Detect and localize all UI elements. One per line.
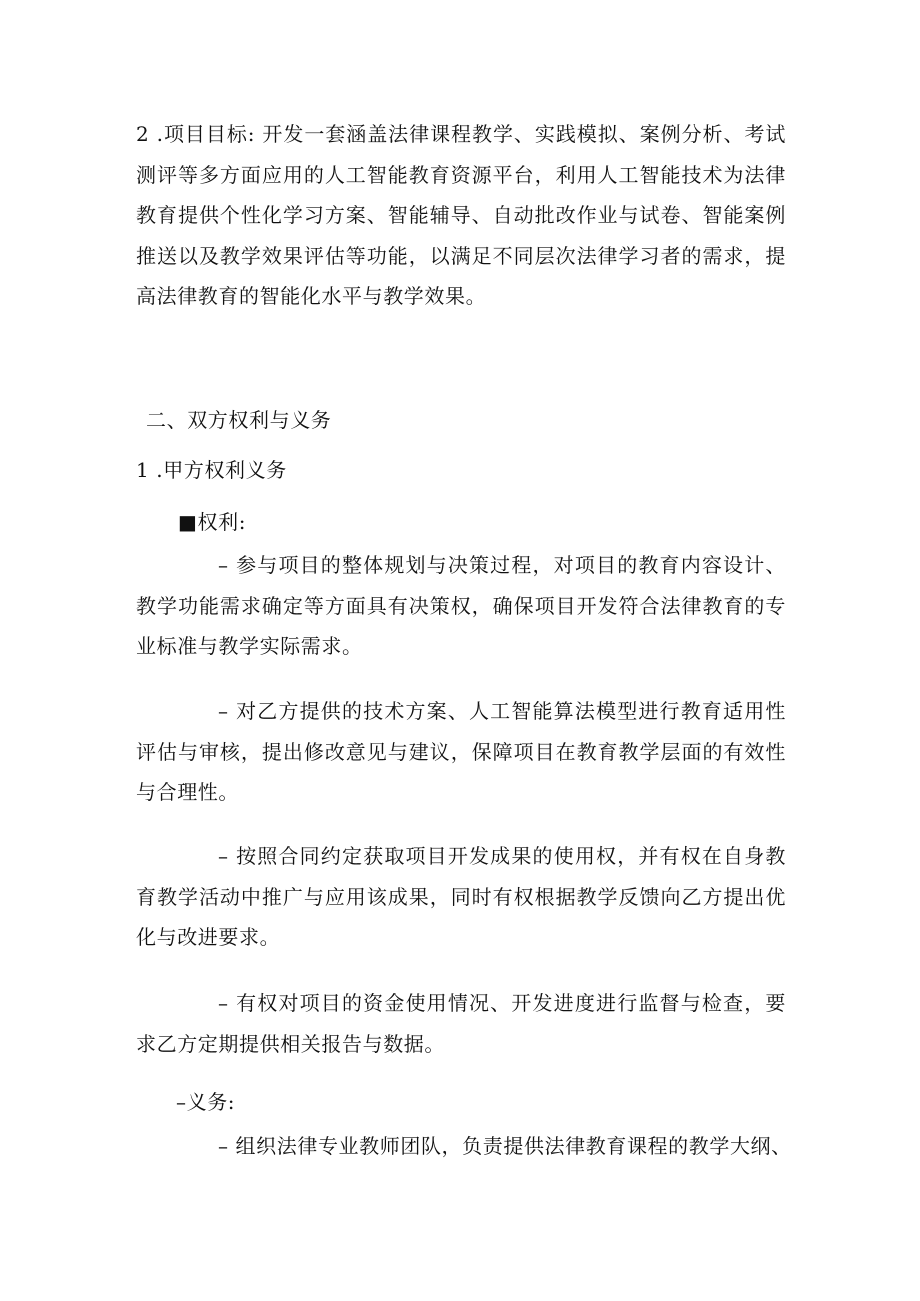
rights-item: – 按照合同约定获取项目开发成果的使用权，并有权在自身教育教学活动中推广与应用该成果，同时有权根据教学反馈向乙方提出优化与改进要求。: [136, 844, 786, 949]
project-goal-paragraph: 2 .项目目标: 开发一套涵盖法律课程教学、实践模拟、案例分析、考试测评等多方面应用的人工智能教育资源平台，利用人工智能技术为法律教育提供个性化学习方案、智能辅导、自动批改作业与试卷、智能案例推送以及教学效果评估等功能，以满足不同层次法律学习者的需求，提高法律教育的智能化水平与教学效果。: [136, 122, 786, 308]
duties-item: – 组织法律专业教师团队，负责提供法律教育课程的教学大纲、: [218, 1134, 792, 1158]
rights-item: – 有权对项目的资金使用情况、开发进度进行监督与检查，要求乙方定期提供相关报告与数据。: [136, 991, 786, 1056]
rights-label: ■权利:: [178, 510, 247, 534]
rights-item: – 参与项目的整体规划与决策过程，对项目的教育内容设计、教学功能需求确定等方面具有决策权，确保项目开发符合法律教育的专业标准与教学实际需求。: [136, 553, 786, 658]
section-heading-rights-duties: 二、双方权利与义务: [146, 408, 332, 432]
rights-item: – 对乙方提供的技术方案、人工智能算法模型进行教育适用性评估与审核，提出修改意见与建议，保障项目在教育教学层面的有效性与合理性。: [136, 699, 786, 804]
duties-label: –义务:: [176, 1090, 236, 1114]
party-a-heading: 1 .甲方权利义务: [136, 458, 287, 482]
